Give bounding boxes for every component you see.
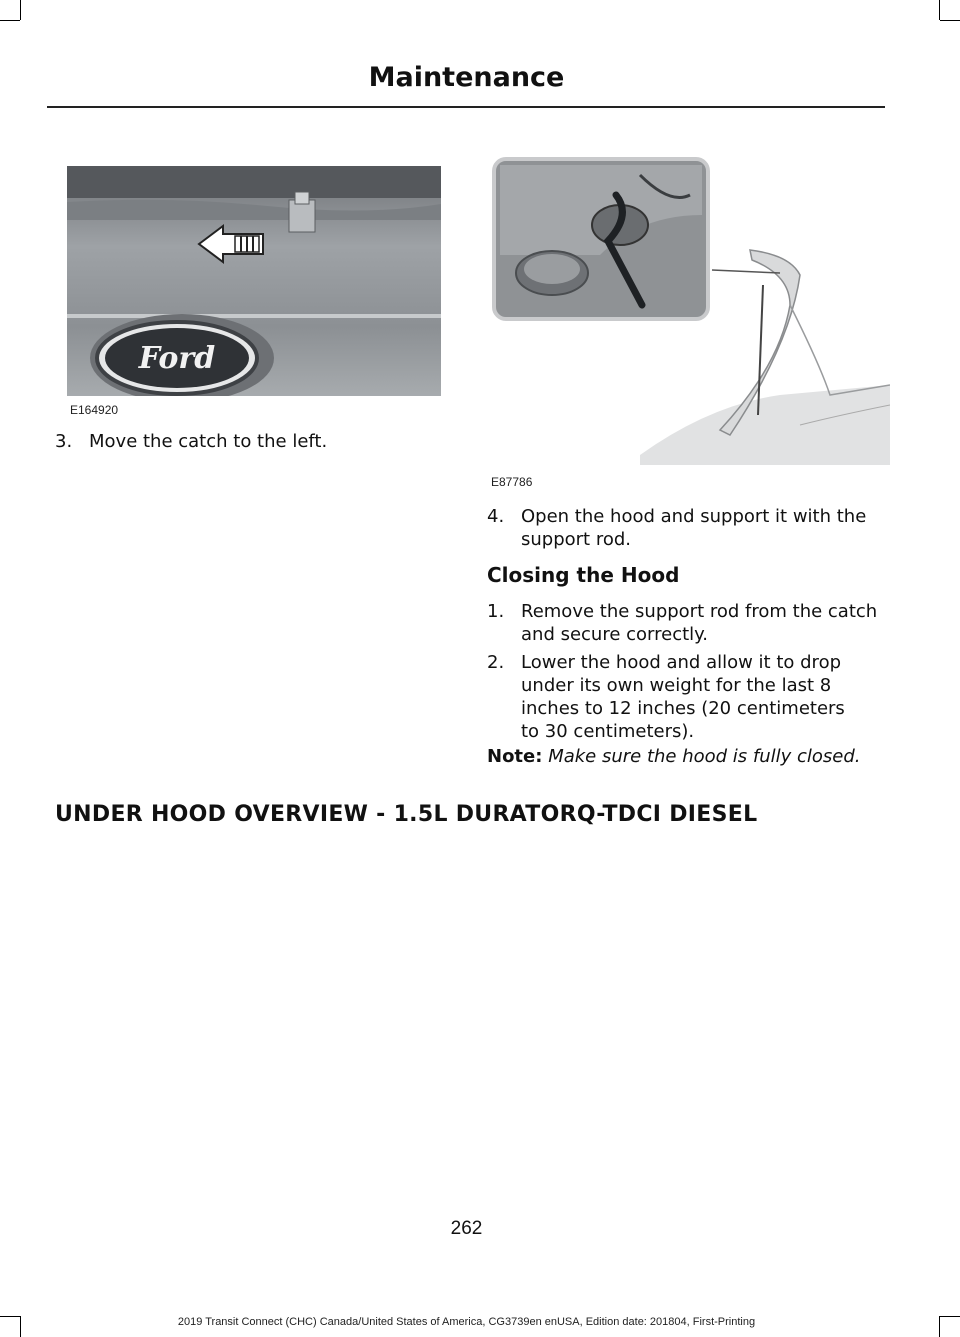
step-text-line: Remove the support rod from the catch [521,601,878,622]
step-number: 1. [487,601,505,622]
crop-mark [0,20,20,21]
page-number: 262 [450,1218,483,1239]
note [487,746,861,767]
step-text-line: and secure correctly. [521,624,708,645]
figure-code: E87786 [491,475,533,489]
step-number: 2. [487,652,505,673]
instruction-step [487,505,887,553]
step-text-line: inches to 12 inches (20 centimeters [521,698,845,719]
hood-catch-illustration [67,166,441,396]
section-heading: Closing the Hood [487,563,680,587]
section-title: UNDER HOOD OVERVIEW - 1.5L DURATORQ-TDCI DIESEL [55,802,758,827]
step-text-line: support rod. [521,529,631,550]
crop-mark [940,20,960,21]
step-text-line: under its own weight for the last 8 [521,675,832,696]
step-text-line: Lower the hood and allow it to drop [521,652,842,673]
crop-mark [939,1316,940,1337]
instruction-step [487,651,887,745]
svg-text:Ford: Ford [138,341,216,376]
note-label: Note: [487,746,543,767]
step-number: 3. [55,431,73,452]
step-text-line: Open the hood and support it with the [521,506,867,527]
crop-mark [20,0,21,20]
step-text: Move the catch to the left. [89,431,328,452]
figure-code: E164920 [70,403,119,417]
crop-mark [940,1316,960,1317]
footer-text: 2019 Transit Connect (CHC) Canada/United States of America, CG3739en enUSA, Edition date: 201804, First-Printing [177,1316,756,1328]
header-rule [47,106,885,108]
step-number: 4. [487,506,505,527]
page-title: Maintenance [368,62,565,93]
step-text-line: to 30 centimeters). [521,721,695,742]
hood-support-rod-illustration [490,155,890,465]
note-text: Make sure the hood is fully closed. [548,746,861,767]
crop-mark [939,0,940,20]
instruction-step [487,600,887,648]
instruction-step [55,430,415,454]
